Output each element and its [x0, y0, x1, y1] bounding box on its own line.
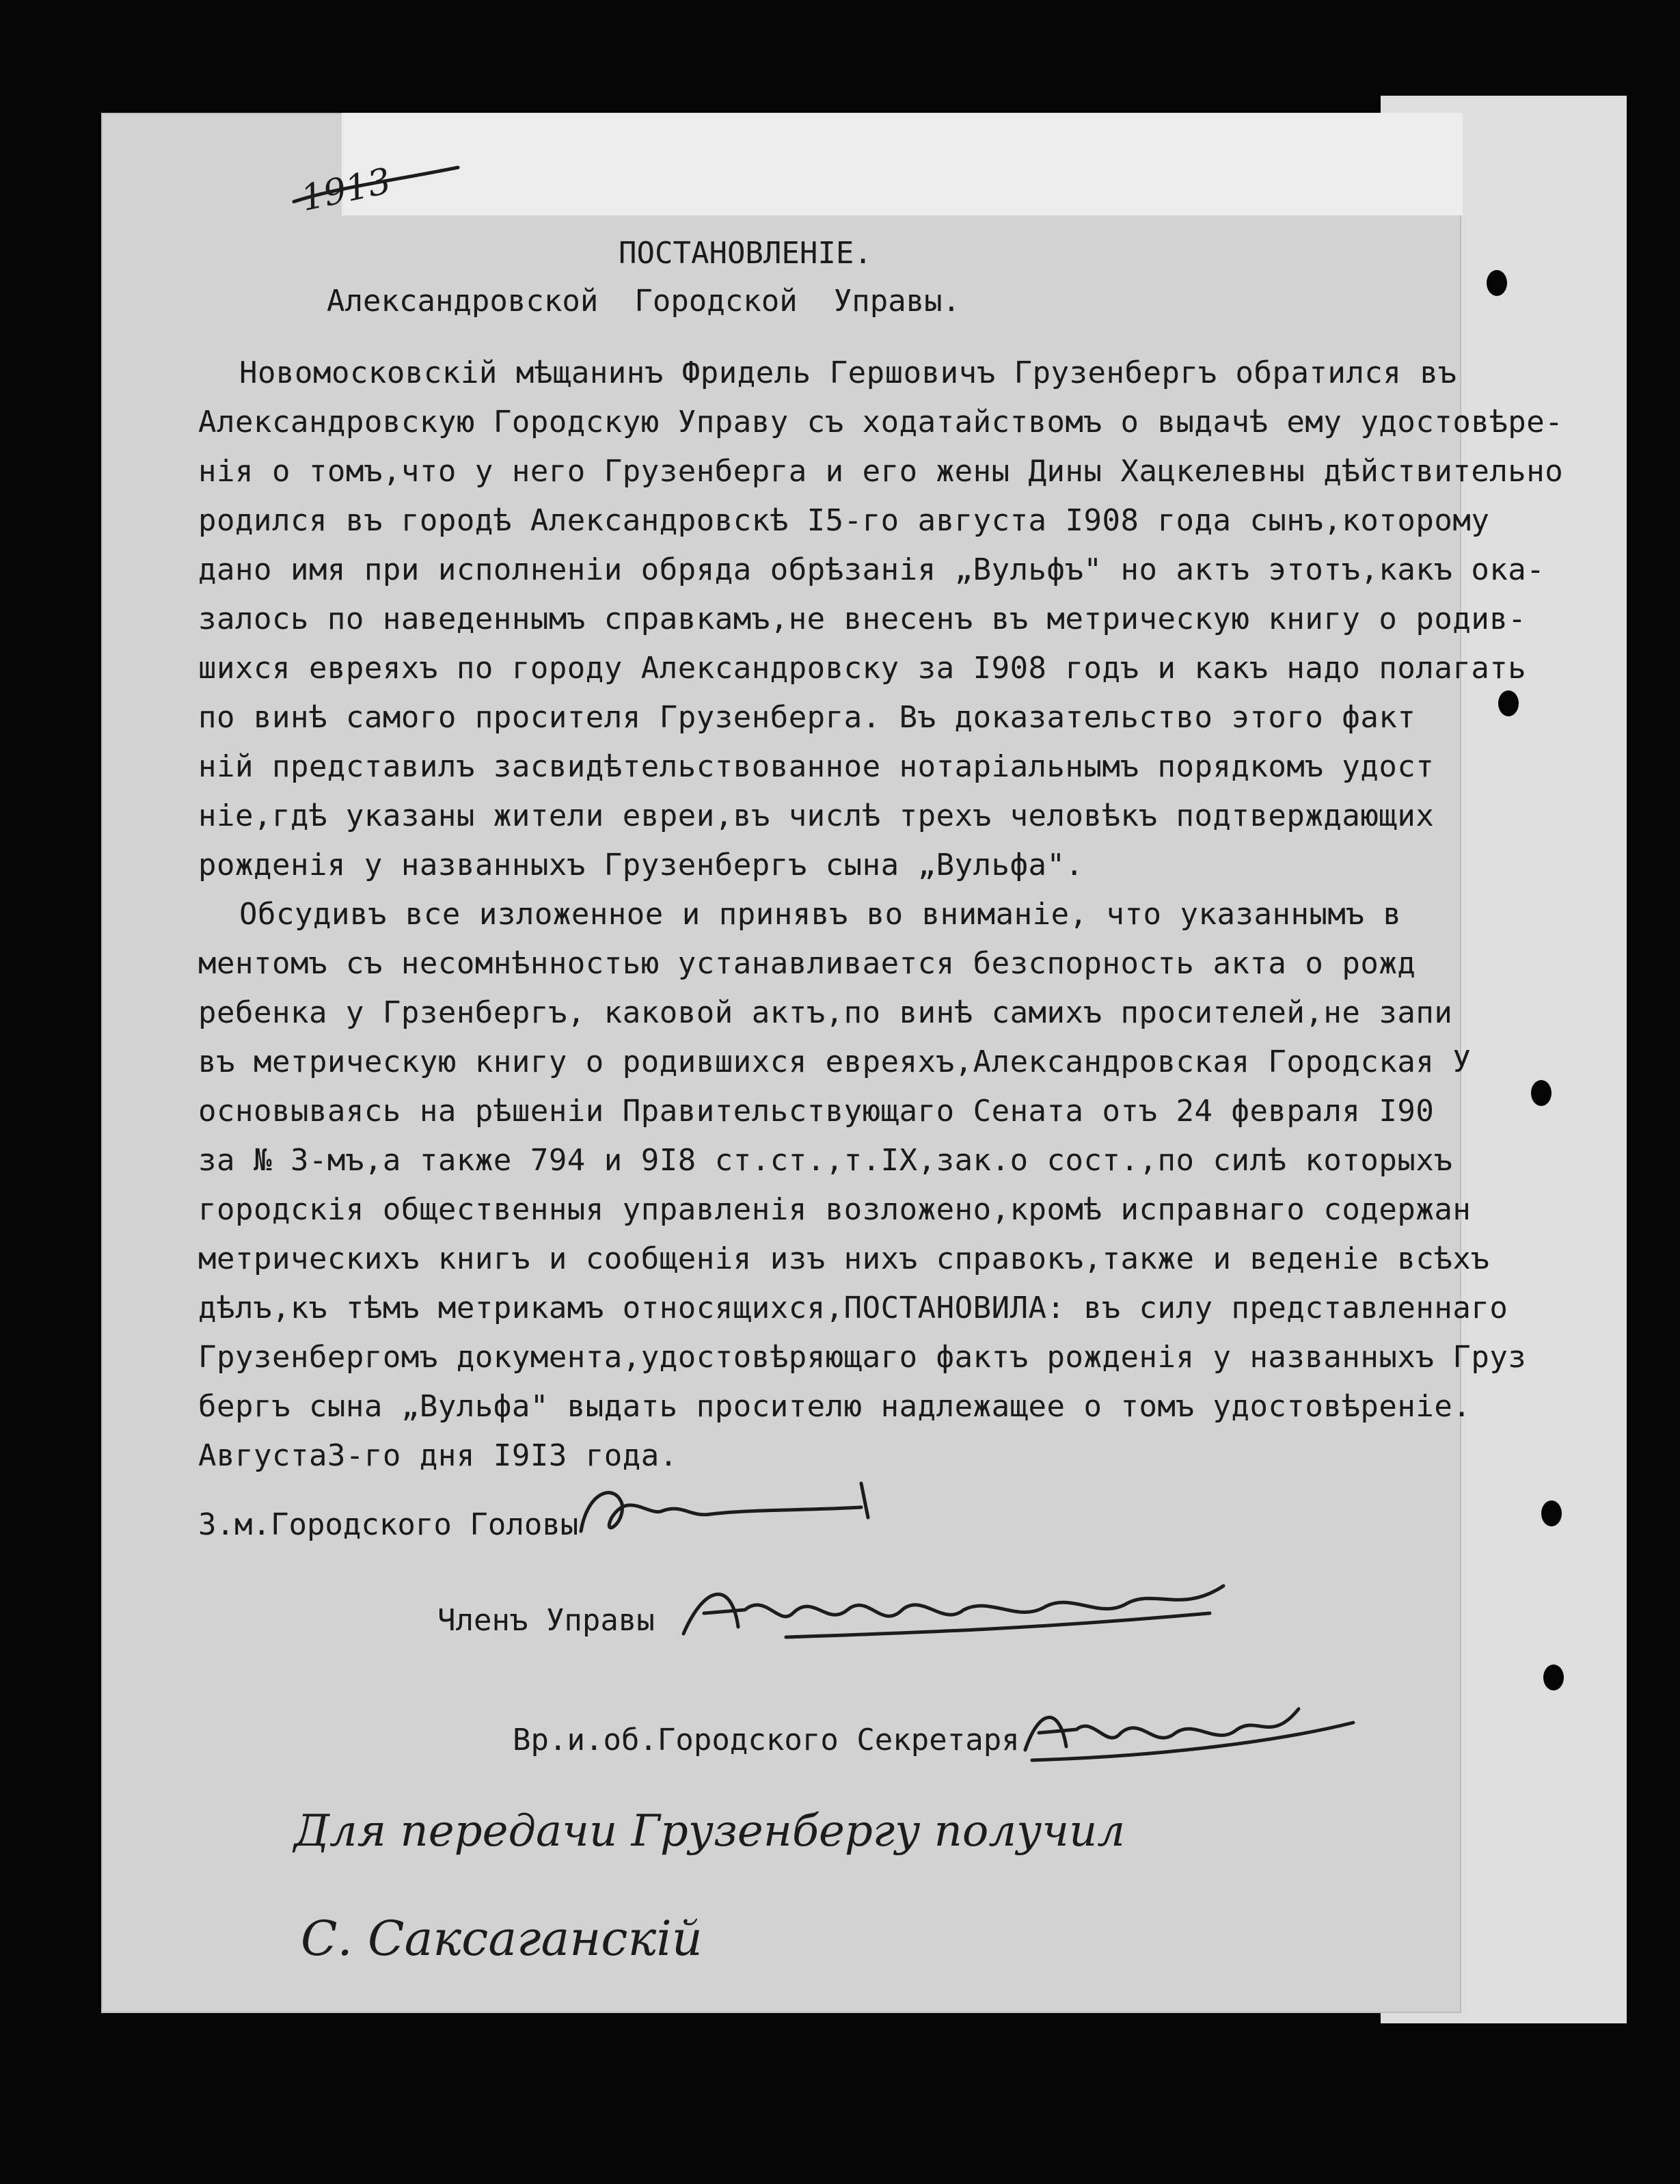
body-line: бергъ сына „Вульфа" выдать просителю надлежащее о томъ удостовѣреніе. [198, 1389, 1472, 1424]
body-line: Александровскую Городскую Управу съ ходатайствомъ о выдачѣ ему удостовѣре- [198, 405, 1564, 440]
body-line: шихся евреяхъ по городу Александровску за I908 годъ и какъ надо полагать [198, 651, 1527, 686]
corner-handwriting [294, 161, 472, 218]
document-body [198, 355, 1564, 1518]
mayor-signature [574, 1477, 889, 1554]
body-line: ніе,гдѣ указаны жители евреи,въ числѣ трехъ человѣкъ подтверждающих [198, 798, 1435, 833]
handwritten-receipt-note [280, 1791, 1305, 1876]
punch-hole [1498, 690, 1519, 716]
svg-text:1913: 1913 [297, 160, 395, 220]
body-line: Августа3-го дня I9I3 года. [198, 1438, 678, 1473]
torn-paper-edge [342, 113, 1463, 215]
body-line: Обсудивъ все изложенное и принявъ во вниманіе, что указаннымъ в [239, 897, 1402, 932]
body-line: ребенка у Грзенбергъ, каковой актъ,по винѣ самихъ просителей,не запи [198, 995, 1453, 1030]
punch-hole [1541, 1500, 1562, 1526]
body-line: основываясь на рѣшеніи Правительствующаго Сената отъ 24 февраля I90 [198, 1094, 1435, 1129]
document-subtitle: Александровской Городской Управы. [327, 284, 961, 319]
body-line: городскія общественныя управленія возложено,кромѣ исправнаго содержан [198, 1192, 1472, 1227]
body-line: Новомосковскій мѣщанинъ Фридель Гершовичъ Грузенбергъ обратился въ [239, 355, 1457, 390]
secretary-signature [1012, 1695, 1367, 1780]
svg-text:Для передачи Грузенбергу получ: Для передачи Грузенбергу получил [294, 1806, 1126, 1857]
secretary-label: Вр.и.об.Городского Секретаря [513, 1723, 1020, 1757]
punch-hole [1531, 1080, 1552, 1106]
body-line: родился въ городѣ Александровскѣ I5-го августа I908 года сынъ,которому [198, 503, 1490, 538]
body-line: ментомъ съ несомнѣнностью устанавливается безспорность акта о рожд [198, 946, 1416, 981]
mayor-label: З.м.Городского Головы [198, 1507, 579, 1542]
body-line: дано имя при исполненіи обряда обрѣзанія „Вульфъ" но актъ этотъ,какъ ока- [198, 552, 1545, 587]
punch-hole [1543, 1664, 1564, 1690]
punch-hole [1487, 270, 1507, 296]
body-line: по винѣ самого просителя Грузенберга. Въ доказательство этого факт [198, 700, 1416, 735]
svg-text:С. Саксаганскій: С. Саксаганскій [301, 1911, 703, 1967]
member-signature [677, 1572, 1244, 1657]
document-title: ПОСТАНОВЛЕНІЕ. [619, 236, 872, 271]
body-line: въ метрическую книгу о родившихся евреяхъ,Александровская Городская У [198, 1044, 1472, 1079]
handwritten-signer [294, 1900, 772, 1985]
body-line: дѣлъ,къ тѣмъ метрикамъ относящихся,ПОСТАНОВИЛА: въ силу представленнаго [198, 1291, 1508, 1325]
body-line: Грузенбергомъ документа,удостовѣряющаго фактъ рожденія у названныхъ Груз [198, 1340, 1527, 1375]
body-line: залось по наведеннымъ справкамъ,не внесенъ въ метрическую книгу о родив- [198, 602, 1527, 636]
body-line: рожденія у названныхъ Грузенбергъ сына „Вульфа". [198, 848, 1084, 882]
body-line: метрическихъ книгъ и сообщенія изъ нихъ справокъ,также и веденіе всѣхъ [198, 1241, 1490, 1276]
member-label: Членъ Управы [437, 1603, 655, 1638]
body-line: за № 3-мъ,а также 794 и 9I8 ст.ст.,т.IX,зак.о сост.,по силѣ которыхъ [198, 1143, 1453, 1178]
body-line: ній представилъ засвидѣтельствованное нотаріальнымъ порядкомъ удост [198, 749, 1435, 784]
body-line: нія о томъ,что у него Грузенберга и его жены Дины Хацкелевны дѣйствительно [198, 454, 1564, 489]
